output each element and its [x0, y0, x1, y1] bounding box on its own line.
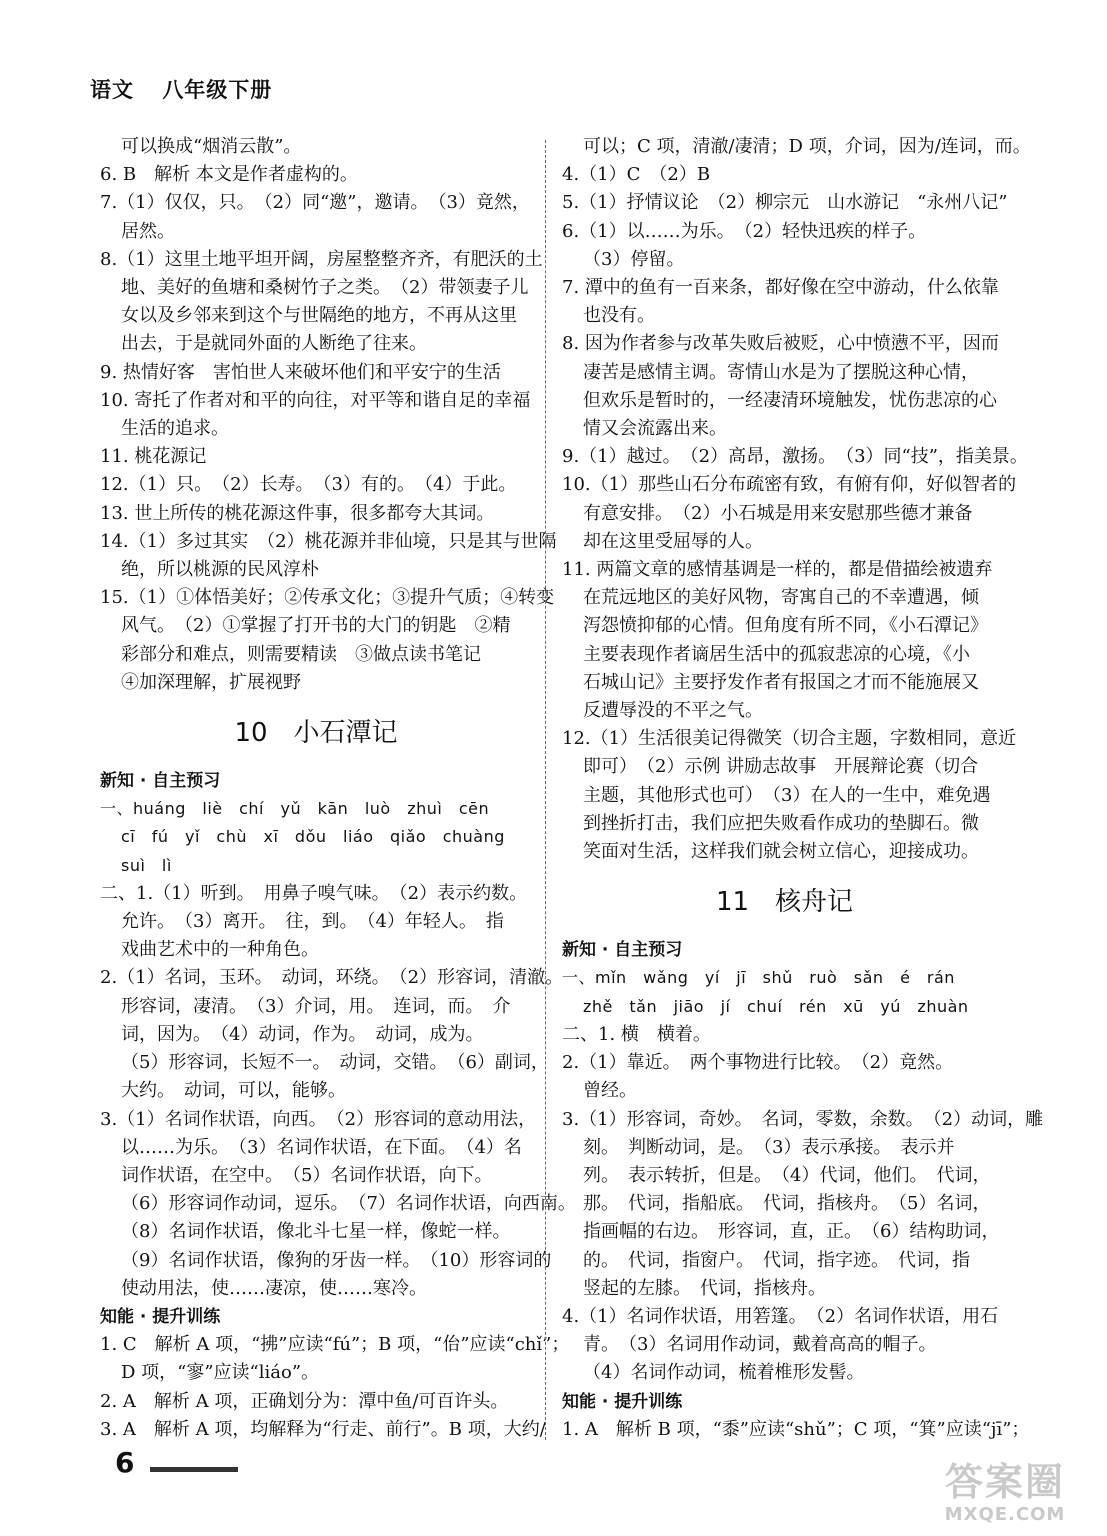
answer-line: 生活的追求。 — [121, 418, 229, 440]
answer-line: 6. B 解析 本文是作者虚构的。 — [100, 164, 358, 186]
answer-line: 的。 代词，指窗户。 代词，指字迹。 代词，指 — [583, 1249, 970, 1271]
answer-line: 那。 代词，指船底。 代词，指核舟。 （5）名词， — [583, 1193, 991, 1215]
answer-line: 凄苦是感情主调。寄情山水是为了摆脱这种心情， — [583, 361, 979, 383]
answer-line: 2.（1）名词，玉环。 动词，环绕。 （2）形容词，清澈。 — [100, 967, 564, 989]
grade-label: 八年级下册 — [162, 78, 273, 102]
answer-line: 风气。 （2）①掌握了打开书的大门的钥匙 ②精 — [121, 615, 511, 637]
answer-line: 泻怨愤抑郁的心情。但角度有所不同，《小石潭记》 — [583, 615, 988, 637]
answer-line: ④加深理解，扩展视野 — [121, 671, 301, 693]
page-number: 6 — [115, 1446, 135, 1479]
answer-line: 地、美好的鱼塘和桑树竹子之类。 （2）带领妻子儿 — [121, 277, 529, 299]
answer-line: 列。 表示转折，但是。 （4）代词，他们。 代词， — [583, 1164, 991, 1186]
answer-line: 有意安排。 （2）小石城是用来安慰那些德才兼备 — [583, 502, 973, 524]
answer-line: 允许。 （3）离开。 往，到。 （4）年轻人。 指 — [121, 911, 504, 933]
section-title: 11 核舟记 — [715, 887, 854, 918]
page-header — [90, 74, 292, 104]
answer-line: 二、1.（1）听到。 用鼻子嗅气味。 （2）表示约数。 — [100, 882, 528, 904]
answer-line: 一、huáng liè chí yǔ kān luò zhuì cēn — [100, 799, 490, 819]
answer-line: 9. 热情好客 害怕世人来破坏他们和平安宁的生活 — [100, 361, 501, 383]
page-number-bar — [150, 1467, 238, 1472]
answer-line: 12.（1）只。 （2）长寿。 （3）有的。 （4）于此。 — [100, 474, 517, 496]
answer-line: 女以及乡邻来到这个与世隔绝的地方，不再从这里 — [121, 305, 517, 327]
subject-label: 语文 — [90, 78, 134, 102]
answer-line: 青。 （3）名词用作动词，戴着高高的帽子。 — [583, 1334, 937, 1356]
watermark-logo: 答案圈 — [944, 1460, 1065, 1504]
answer-line: 形容词，凄清。 （3）介词，用。 连词，而。 介 — [121, 995, 511, 1017]
answer-line: （4）名词作动词，梳着椎形发髻。 — [583, 1362, 865, 1384]
answer-line: 主要表现作者谪居生活中的孤寂悲凉的心境，《小 — [583, 643, 970, 665]
answer-line: 词，因为。 （4）动词，作为。 动词，成为。 — [121, 1023, 484, 1045]
answer-line: 3. A 解析 A 项，均解释为“行走、前行”。B 项，大约/ — [100, 1418, 546, 1440]
answer-line: 以……为乐。 （3）名词作状语，在下面。 （4）名 — [121, 1136, 522, 1158]
answer-line: 曾经。 — [583, 1080, 637, 1102]
answer-line: 情又会流露出来。 — [583, 418, 727, 440]
answer-line: 9.（1）越过。 （2）高昂，激扬。 （3）同“技”，指美景。 — [562, 446, 1028, 468]
answer-line: （8）名词作状语，像北斗七星一样，像蛇一样。 — [121, 1221, 511, 1243]
left-column — [100, 133, 576, 1444]
subsection-heading: 新知 · 自主预习 — [562, 940, 683, 961]
answer-line: zhě tǎn jiāo jí chuí rén xū yú zhuàn — [583, 996, 969, 1016]
section-title: 10 小石潭记 — [234, 718, 398, 749]
subsection-heading: 新知 · 自主预习 — [100, 771, 221, 792]
answer-line: 3.（1）形容词，奇妙。 名词，零数，余数。 （2）动词，雕 — [562, 1108, 1044, 1130]
answer-line: 在荒远地区的美好风物，寄寓自己的不幸遭遇，倾 — [583, 587, 979, 609]
answer-line: 1. A 解析 B 项，“黍”应读“shǔ”；C 项，“箕”应读“jī”； — [562, 1418, 1030, 1440]
subsection-heading: 知能 · 提升训练 — [562, 1391, 683, 1412]
answer-line: D 项，“寥”应读“liáo”。 — [121, 1362, 320, 1384]
answer-line: （6）形容词作动词，逗乐。 （7）名词作状语，向西南。 — [121, 1193, 576, 1215]
answer-line: 词作状语，在空中。 （5）名词作状语，向下。 — [121, 1164, 493, 1186]
answer-line: 也没有。 — [583, 305, 655, 327]
answer-line: 即可） （2）示例 讲励志故事 开展辩论赛（切合 — [583, 756, 979, 778]
answer-line: 3.（1）名词作状语，向西。 （2）形容词的意动用法， — [100, 1108, 537, 1130]
watermark — [915, 1460, 1095, 1530]
answer-line: 8. 因为作者参与改革失败后被贬，心中愤懑不平，因而 — [562, 333, 999, 355]
right-column — [562, 133, 1044, 1444]
answer-line: 戏曲艺术中的一种角色。 — [121, 939, 319, 961]
answer-line: 一、mǐn wǎng yí jī shǔ ruò sǎn é rán — [562, 968, 955, 988]
answer-line: 11. 桃花源记 — [100, 446, 207, 468]
answer-line: 4.（1）C （2）B — [562, 164, 711, 186]
answer-line: cī fú yǐ chù xī dǒu liáo qiǎo chuàng — [121, 827, 505, 847]
answer-line: 6.（1）以……为乐。 （2）轻快迅疾的样子。 — [562, 220, 927, 242]
answer-line: 主题，其他形式也可） （3）在人的一生中，难免遇 — [583, 784, 991, 806]
answer-line: 5.（1）抒情议论 （2）柳宗元 山水游记 “永州八记” — [562, 192, 1008, 214]
answer-line: 彩部分和难点，则需要精读 ③做点读书笔记 — [121, 643, 481, 665]
answer-line: 使动用法，使……凄凉，使……寒冷。 — [121, 1277, 427, 1299]
answer-line: 指画幅的右边。 形容词，直，正。 （6）结构助词， — [583, 1221, 1000, 1243]
answer-line: 到挫折打击，我们应把失败看作成功的垫脚石。微 — [583, 812, 979, 834]
answer-line: 大约。 动词，可以，能够。 — [121, 1080, 346, 1102]
answer-line: 竖起的左膝。 代词，指核舟。 — [583, 1277, 826, 1299]
answer-line: 却在这里受屈辱的人。 — [583, 530, 763, 552]
answer-line: 13. 世上所传的桃花源这件事，很多都夸大其词。 — [100, 502, 495, 524]
column-divider — [545, 140, 546, 1440]
answer-line: 8.（1）这里土地平坦开阔，房屋整整齐齐，有肥沃的土 — [100, 248, 543, 270]
answer-line: （5）形容词，长短不一。 动词，交错。 （6）副词， — [121, 1052, 549, 1074]
answer-line: 反遭辱没的不平之气。 — [583, 700, 763, 722]
answer-line: （3）停留。 — [583, 248, 685, 270]
watermark-url: MXQE.COM — [944, 1504, 1066, 1525]
answer-line: 居然。 — [121, 220, 175, 242]
answer-line: 可以换成“烟消云散”。 — [121, 136, 302, 157]
answer-line: 绝，所以桃源的民风淳朴 — [121, 559, 319, 581]
answer-line: 出去，于是就同外面的人断绝了往来。 — [121, 333, 427, 355]
answer-line: 2.（1）靠近。 两个事物进行比较。 （2）竟然。 — [562, 1052, 954, 1074]
answer-line: 可以；C 项，清澈/凄清；D 项，介词，因为/连词，而。 — [583, 136, 1031, 157]
answer-line: 10.（1）那些山石分布疏密有致，有俯有仰，好似智者的 — [562, 474, 1017, 496]
answer-line: 7.（1）仅仅，只。 （2）同“邀”，邀请。 （3）竟然， — [100, 192, 530, 214]
answer-line: 刻。 判断动词，是。 （3）表示承接。 表示并 — [583, 1136, 955, 1158]
answer-line: 11. 两篇文章的感情基调是一样的，都是借描绘被遗弃 — [562, 559, 993, 581]
answer-line: suì lì — [121, 855, 172, 875]
answer-line: 7. 潭中的鱼有一百来条，都好像在空中游动，什么依靠 — [562, 277, 999, 299]
answer-line: （9）名词作状语，像狗的牙齿一样。 （10）形容词的 — [121, 1249, 552, 1271]
answer-line: 14.（1）多过其实 （2）桃花源并非仙境，只是其与世隔 — [100, 530, 557, 552]
answer-line: 2. A 解析 A 项，正确划分为：潭中鱼/可百许头。 — [100, 1390, 509, 1412]
answer-line: 10. 寄托了作者对和平的向往，对平等和谐自足的幸福 — [100, 389, 531, 411]
answer-line: 石城山记》主要抒发作者有报国之才而不能施展又 — [583, 671, 979, 693]
answer-line: 但欢乐是暂时的，一经凄清环境触发，忧伤悲凉的心 — [583, 389, 997, 411]
answer-line: 1. C 解析 A 项，“拂”应读“fú”；B 项，“佁”应读“chǐ”； — [100, 1334, 570, 1356]
answer-line: 笑面对生活，这样我们就会树立信心，迎接成功。 — [583, 841, 979, 863]
answer-line: 15.（1）①体悟美好；②传承文化；③提升气质；④转变 — [100, 587, 555, 609]
answer-line: 12.（1）生活很美记得微笑（切合主题，字数相同，意近 — [562, 728, 1017, 750]
answer-line: 4.（1）名词作状语，用箬篷。 （2）名词作状语，用石 — [562, 1305, 999, 1327]
subsection-heading: 知能 · 提升训练 — [100, 1306, 221, 1327]
answer-line: 二、1. 横 横着。 — [562, 1023, 711, 1045]
